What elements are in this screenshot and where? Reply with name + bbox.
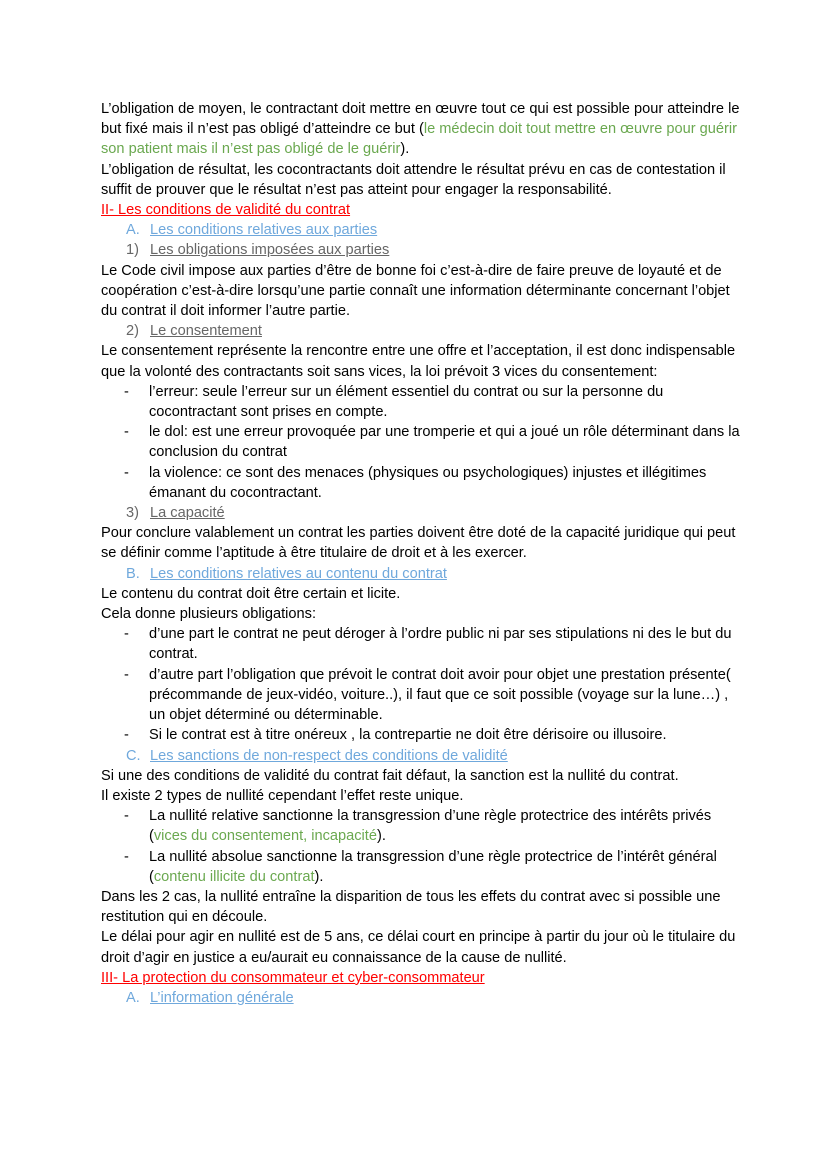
- list-item: - La nullité relative sanctionne la transgression d’une règle protectrice des intérêts privés (vices du consentement, incapacité).: [124, 808, 712, 845]
- consentement-paragraph: Le consentement représente la rencontre entre une offre et l’acceptation, il est donc indispensable que la volonté des contractants soit sans vices, la loi prévoit 3 vices du consentement:: [101, 343, 736, 380]
- sanction-paragraph: Si une des conditions de validité du contrat fait défaut, la sanction est la nullité du contrat.: [101, 767, 679, 784]
- subsection-3A-heading: A. L’information générale: [126, 989, 294, 1006]
- list-item: - le dol: est une erreur provoquée par une tromperie et qui a joué un rôle déterminant dans la conclusion du contrat: [124, 424, 740, 461]
- list-item: - d’autre part l’obligation que prévoit le contrat doit avoir pour objet une prestation présente( précommande de jeux-vidéo, voiture..), il faut que ce soit possible (voyage sur la lune…) , un objet déterminé ou déterminable.: [124, 666, 731, 724]
- delai-paragraph: Le délai pour agir en nullité est de 5 ans, ce délai court en principe à partir du jour où le titulaire du droit d’agir en justice a eu/aurait eu connaissance de la cause de nullité.: [101, 929, 736, 966]
- subsection-1-heading: 1) Les obligations imposées aux parties: [126, 242, 390, 259]
- obligations-intro: Cela donne plusieurs obligations:: [101, 606, 316, 623]
- obligation-moyen-paragraph: L’obligation de moyen, le contractant doit mettre en œuvre tout ce qui est possible pour atteindre le but fixé mais il n’est pas obligé d’atteindre ce but (le médecin doit tout mettre en œuvre pour guérir son patient mais il n’est pas obligé de le guérir).: [101, 101, 740, 158]
- subsection-2-heading: 2) Le consentement: [126, 323, 262, 340]
- effets-nullite-paragraph: Dans les 2 cas, la nullité entraîne la disparition de tous les effets du contrat avec si possible une restitution qui en découle.: [101, 888, 721, 926]
- document-page: [101, 99, 741, 1008]
- list-item: - La nullité absolue sanctionne la transgression d’une règle protectrice de l’intérêt général (contenu illicite du contrat).: [124, 848, 717, 885]
- types-nullite-paragraph: Il existe 2 types de nullité cependant l’effet reste unique.: [101, 787, 464, 804]
- moyen-example: le médecin doit tout mettre en œuvre pour guérir son patient mais il n’est pas obligé de le guérir: [101, 121, 737, 158]
- subsection-C-heading: C. Les sanctions de non-respect des conditions de validité: [126, 747, 508, 764]
- list-item: - l’erreur: seule l’erreur sur un élément essentiel du contrat ou sur la personne du cocontractant sont prises en compte.: [124, 383, 664, 421]
- subsection-B-heading: B. Les conditions relatives au contenu du contrat: [126, 565, 447, 582]
- subsection-3-heading: 3) La capacité: [126, 505, 225, 522]
- obligation-resultat-paragraph: L’obligation de résultat, les cocontractants doit attendre le résultat prévu en cas de contestation il suffit de prouver que le résultat n’est pas atteint pour engager la responsabilité.: [101, 161, 726, 198]
- capacite-paragraph: Pour conclure valablement un contrat les parties doivent être doté de la capacité juridique qui peut se définir comme l’aptitude à être titulaire de droit et à les exercer.: [101, 525, 736, 562]
- list-item: - d’une part le contrat ne peut déroger à l’ordre public ni par ses stipulations ni des le but du contrat.: [124, 626, 732, 663]
- section-3-heading: III- La protection du consommateur et cyber-consommateur: [101, 969, 485, 986]
- list-item: - Si le contrat est à titre onéreux , la contrepartie ne doit être dérisoire ou illusoire.: [124, 727, 667, 744]
- subsection-A-heading: A. Les conditions relatives aux parties: [126, 222, 378, 239]
- contenu-paragraph: Le contenu du contrat doit être certain et licite.: [101, 585, 401, 602]
- list-item: - la violence: ce sont des menaces (physiques ou psychologiques) injustes et illégitimes émanant du cocontractant.: [124, 464, 707, 501]
- section-2-heading: II- Les conditions de validité du contrat: [101, 202, 351, 219]
- bonne-foi-paragraph: Le Code civil impose aux parties d’être de bonne foi c’est-à-dire de faire preuve de loyauté et de coopération c’est-à-dire lorsqu’une partie connaît une information déterminante concernant l’objet du contrat il doit informer l’autre partie.: [101, 262, 730, 320]
